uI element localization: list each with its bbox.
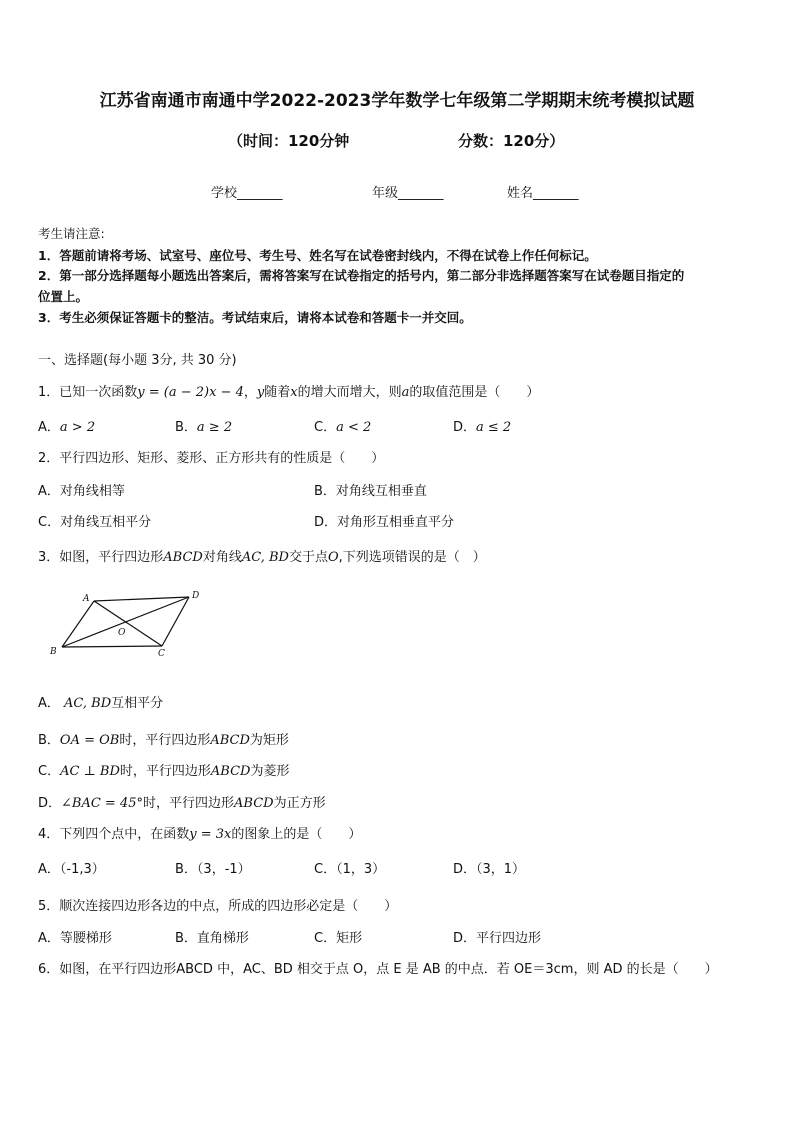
option-label: C． (38, 764, 61, 779)
q1-option-c (314, 416, 371, 435)
q2-option-a: A．对角线相等 (38, 484, 125, 499)
option-math: ABCD (234, 796, 274, 811)
q1-sep: ， (243, 385, 257, 400)
option-math: ABCD (210, 764, 251, 779)
question-5: 5．顺次连接四边形各边的中点，所成的四边形必定是（ ） (38, 899, 398, 914)
q3-text: 对角线 (202, 550, 242, 565)
note-item: 3．考生必须保证答题卡的整洁。考试结束后，请将本试卷和答题卡一并交回。 (38, 310, 472, 325)
name-field: 姓名_______ (507, 186, 579, 201)
option-label: C． (314, 420, 337, 435)
option-math: AC, BD (64, 696, 112, 711)
q3-prefix: 3．如图，平行四边形 (38, 550, 164, 565)
option-text: 互相平分 (111, 696, 164, 711)
q5-option-d: D．平行四边形 (453, 931, 542, 946)
note-item: 1．答题前请将考场、试室号、座位号、考生号、姓名写在试卷密封线内，不得在试卷上作任何标记。 (38, 248, 597, 263)
diagonal-bd (62, 597, 189, 647)
option-text: 时，平行四边形 (119, 733, 211, 748)
exam-title: 江苏省南通市南通中学2022-2023学年数学七年级第二学期期末统考模拟试题 (99, 91, 695, 111)
q1-text: 的取值范围是（ ） (409, 385, 540, 400)
q4-option-a: A．（-1,3） (38, 862, 105, 877)
q1-prefix: 1．已知一次函数 (38, 385, 138, 400)
q1-var-y: y (256, 385, 265, 400)
point-c-label: C (158, 649, 165, 658)
notes-heading: 考生请注意: (38, 226, 105, 241)
diagonal-ac (94, 601, 162, 646)
option-math: AC ⊥ BD (60, 764, 120, 779)
q2-option-d: D．对角形互相垂直平分 (314, 515, 455, 530)
school-field: 学校_______ (211, 186, 283, 201)
option-text: 为菱形 (250, 764, 290, 779)
parallelogram-figure (44, 588, 214, 658)
q1-text: 随着 (264, 385, 291, 400)
option-text: 时，平行四边形 (119, 764, 211, 779)
option-label: A． (38, 420, 60, 435)
q3-option-a (38, 692, 163, 711)
q3-o: O (328, 550, 339, 565)
side-dc (162, 597, 189, 646)
q1-option-b (175, 416, 232, 435)
option-math: OA = OB (59, 733, 120, 748)
point-d-label: D (192, 591, 200, 601)
q1-var-a: a (401, 385, 410, 400)
point-o-label: O (118, 628, 126, 638)
q1-formula: y = (a − 2)x − 4 (137, 385, 244, 400)
q1-option-d (453, 416, 511, 435)
grade-field: 年级_______ (372, 186, 444, 201)
q4-formula: y = 3x (189, 827, 232, 842)
q4-option-b: B．（3，-1） (175, 862, 251, 877)
q3-text: ,下列选项错误的是（ ） (338, 550, 486, 565)
option-math: ∠BAC = 45° (61, 796, 143, 811)
q3-abcd: ABCD (163, 550, 203, 565)
option-label: D． (38, 796, 62, 811)
option-label: B． (38, 733, 60, 748)
option-label: B． (175, 420, 197, 435)
q5-option-c: C．矩形 (314, 931, 363, 946)
q5-option-a: A．等腰梯形 (38, 931, 112, 946)
q1-option-a (38, 416, 95, 435)
q2-option-b: B．对角线互相垂直 (314, 484, 427, 499)
question-1 (38, 381, 539, 400)
q3-text: 交于点 (288, 550, 328, 565)
q4-option-d: D．（3，1） (453, 862, 526, 877)
time-limit: （时间：120分钟 (228, 132, 350, 150)
option-text: 时，平行四边形 (143, 796, 235, 811)
q5-option-b: B．直角梯形 (175, 931, 249, 946)
question-3 (38, 546, 486, 565)
q3-option-b (38, 729, 289, 748)
option-text: 为矩形 (249, 733, 289, 748)
q3-acbd: AC, BD (241, 550, 289, 565)
q4-option-c: C．（1，3） (314, 862, 386, 877)
section-heading: 一、选择题(每小题 3分, 共 30 分) (38, 353, 237, 368)
q3-option-d (38, 792, 326, 811)
question-2: 2．平行四边形、矩形、菱形、正方形共有的性质是（ ） (38, 451, 385, 466)
total-score: 分数：120分） (458, 132, 565, 150)
q1-var-x: x (290, 385, 298, 400)
q3-option-c (38, 760, 289, 779)
side-ad (94, 597, 189, 601)
point-b-label: B (50, 647, 57, 657)
q1-text: 的增大而增大，则 (297, 385, 402, 400)
q4-text: 的图象上的是（ ） (231, 827, 362, 842)
option-label: A． (38, 696, 60, 711)
option-math: a ≤ 2 (476, 420, 512, 435)
option-label: D． (453, 420, 477, 435)
question-4 (38, 823, 361, 842)
side-cb (62, 646, 162, 647)
note-item: 位置上。 (38, 289, 89, 304)
q4-prefix: 4．下列四个点中，在函数 (38, 827, 190, 842)
note-item: 2．第一部分选择题每小题选出答案后，需将答案写在试卷指定的括号内，第二部分非选择题答案写在试卷题目指定的 (38, 268, 685, 283)
question-6: 6．如图，在平行四边形ABCD 中，AC、BD 相交于点 O，点 E 是 AB 的中点．若 OE＝3cm，则 AD 的长是（ ） (38, 962, 718, 977)
option-math: a < 2 (336, 420, 372, 435)
option-math: a > 2 (59, 420, 96, 435)
point-a-label: A (83, 594, 90, 604)
q2-option-c: C．对角线互相平分 (38, 515, 152, 530)
option-text: 为正方形 (273, 796, 326, 811)
option-math: a ≥ 2 (196, 420, 233, 435)
option-math: ABCD (210, 733, 250, 748)
